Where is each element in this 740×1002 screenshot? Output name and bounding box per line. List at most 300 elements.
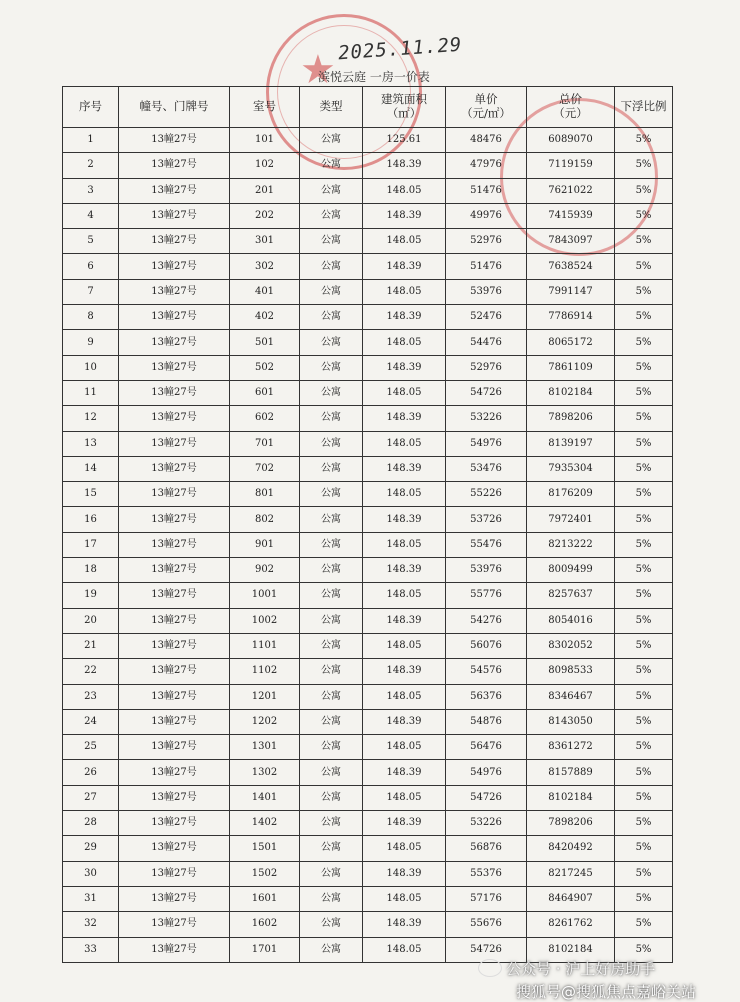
cell-room: 1101 — [230, 633, 300, 658]
cell-unit-price: 48476 — [446, 128, 527, 153]
cell-building: 13幢27号 — [119, 760, 230, 785]
cell-total-price: 6089070 — [527, 128, 615, 153]
cell-type: 公寓 — [300, 760, 363, 785]
cell-discount: 5% — [615, 811, 673, 836]
cell-unit-price: 52976 — [446, 355, 527, 380]
cell-room: 402 — [230, 305, 300, 330]
cell-unit-price: 47976 — [446, 153, 527, 178]
cell-total-price: 7119159 — [527, 153, 615, 178]
table-row — [63, 355, 673, 380]
wechat-icon — [478, 959, 502, 977]
cell-unit-price: 54876 — [446, 709, 527, 734]
cell-building: 13幢27号 — [119, 305, 230, 330]
cell-discount: 5% — [615, 330, 673, 355]
cell-building: 13幢27号 — [119, 203, 230, 228]
cell-total-price: 8464907 — [527, 886, 615, 911]
cell-total-price: 8302052 — [527, 633, 615, 658]
cell-room: 302 — [230, 254, 300, 279]
cell-room: 401 — [230, 279, 300, 304]
cell-index: 11 — [63, 380, 119, 405]
cell-building: 13幢27号 — [119, 482, 230, 507]
cell-unit-price: 53226 — [446, 811, 527, 836]
cell-unit-price: 52976 — [446, 229, 527, 254]
cell-discount: 5% — [615, 305, 673, 330]
cell-unit-price: 53226 — [446, 406, 527, 431]
cell-discount: 5% — [615, 912, 673, 937]
cell-type: 公寓 — [300, 558, 363, 583]
cell-type: 公寓 — [300, 178, 363, 203]
cell-type: 公寓 — [300, 912, 363, 937]
cell-type: 公寓 — [300, 128, 363, 153]
cell-total-price: 7621022 — [527, 178, 615, 203]
cell-area: 148.05 — [363, 937, 446, 962]
cell-area: 148.05 — [363, 735, 446, 760]
cell-total-price: 8143050 — [527, 709, 615, 734]
cell-type: 公寓 — [300, 279, 363, 304]
cell-index: 32 — [63, 912, 119, 937]
cell-index: 15 — [63, 482, 119, 507]
table-row — [63, 456, 673, 481]
cell-index: 17 — [63, 532, 119, 557]
cell-building: 13幢27号 — [119, 380, 230, 405]
cell-index: 3 — [63, 178, 119, 203]
cell-unit-price: 54276 — [446, 608, 527, 633]
cell-unit-price: 52476 — [446, 305, 527, 330]
cell-type: 公寓 — [300, 785, 363, 810]
cell-building: 13幢27号 — [119, 583, 230, 608]
cell-total-price: 8102184 — [527, 937, 615, 962]
cell-index: 8 — [63, 305, 119, 330]
cell-discount: 5% — [615, 203, 673, 228]
cell-type: 公寓 — [300, 229, 363, 254]
table-row — [63, 709, 673, 734]
price-table — [62, 86, 673, 963]
cell-total-price: 7415939 — [527, 203, 615, 228]
cell-total-price: 7861109 — [527, 355, 615, 380]
cell-building: 13幢27号 — [119, 709, 230, 734]
cell-area: 148.39 — [363, 659, 446, 684]
cell-index: 25 — [63, 735, 119, 760]
cell-room: 1102 — [230, 659, 300, 684]
cell-building: 13幢27号 — [119, 735, 230, 760]
cell-unit-price: 54976 — [446, 431, 527, 456]
cell-type: 公寓 — [300, 583, 363, 608]
cell-unit-price: 53976 — [446, 279, 527, 304]
cell-unit-price: 55476 — [446, 532, 527, 557]
cell-index: 2 — [63, 153, 119, 178]
cell-unit-price: 51476 — [446, 254, 527, 279]
cell-discount: 5% — [615, 836, 673, 861]
cell-type: 公寓 — [300, 684, 363, 709]
cell-index: 9 — [63, 330, 119, 355]
cell-unit-price: 54476 — [446, 330, 527, 355]
cell-area: 148.39 — [363, 456, 446, 481]
cell-room: 801 — [230, 482, 300, 507]
cell-total-price: 8420492 — [527, 836, 615, 861]
cell-area: 148.39 — [363, 507, 446, 532]
cell-room: 1402 — [230, 811, 300, 836]
cell-unit-price: 54976 — [446, 760, 527, 785]
table-row — [63, 836, 673, 861]
watermark-line1: 公众号 · 沪上好房助手 — [506, 960, 656, 978]
cell-discount: 5% — [615, 456, 673, 481]
cell-total-price: 8217245 — [527, 861, 615, 886]
cell-building: 13幢27号 — [119, 355, 230, 380]
cell-total-price: 8346467 — [527, 684, 615, 709]
cell-area: 125.61 — [363, 128, 446, 153]
table-row — [63, 330, 673, 355]
cell-type: 公寓 — [300, 203, 363, 228]
cell-unit-price: 54726 — [446, 785, 527, 810]
cell-type: 公寓 — [300, 937, 363, 962]
cell-total-price: 8157889 — [527, 760, 615, 785]
cell-index: 12 — [63, 406, 119, 431]
cell-area: 148.05 — [363, 482, 446, 507]
cell-discount: 5% — [615, 153, 673, 178]
cell-discount: 5% — [615, 254, 673, 279]
cell-index: 23 — [63, 684, 119, 709]
cell-total-price: 8065172 — [527, 330, 615, 355]
cell-total-price: 7898206 — [527, 406, 615, 431]
cell-unit-price: 56876 — [446, 836, 527, 861]
cell-building: 13幢27号 — [119, 633, 230, 658]
cell-discount: 5% — [615, 178, 673, 203]
cell-area: 148.05 — [363, 330, 446, 355]
cell-index: 22 — [63, 659, 119, 684]
cell-discount: 5% — [615, 229, 673, 254]
cell-total-price: 7843097 — [527, 229, 615, 254]
table-row — [63, 153, 673, 178]
cell-unit-price: 56476 — [446, 735, 527, 760]
cell-discount: 5% — [615, 406, 673, 431]
cell-area: 148.05 — [363, 836, 446, 861]
cell-building: 13幢27号 — [119, 659, 230, 684]
cell-unit-price: 53726 — [446, 507, 527, 532]
cell-area: 148.39 — [363, 558, 446, 583]
document-title: 滨悦云庭 一房一价表 — [318, 70, 430, 84]
cell-room: 202 — [230, 203, 300, 228]
cell-unit-price: 55376 — [446, 861, 527, 886]
cell-index: 18 — [63, 558, 119, 583]
cell-total-price: 8054016 — [527, 608, 615, 633]
cell-discount: 5% — [615, 608, 673, 633]
cell-type: 公寓 — [300, 431, 363, 456]
cell-building: 13幢27号 — [119, 532, 230, 557]
cell-discount: 5% — [615, 355, 673, 380]
table-row — [63, 380, 673, 405]
cell-total-price: 8361272 — [527, 735, 615, 760]
cell-area: 148.39 — [363, 811, 446, 836]
cell-total-price: 8261762 — [527, 912, 615, 937]
cell-area: 148.39 — [363, 608, 446, 633]
cell-total-price: 8213222 — [527, 532, 615, 557]
header-area: 建筑面积 （㎡） — [363, 87, 446, 128]
table-row — [63, 406, 673, 431]
cell-area: 148.39 — [363, 203, 446, 228]
header-index: 序号 — [63, 87, 119, 128]
cell-building: 13幢27号 — [119, 406, 230, 431]
cell-type: 公寓 — [300, 406, 363, 431]
cell-building: 13幢27号 — [119, 836, 230, 861]
cell-room: 502 — [230, 355, 300, 380]
cell-index: 1 — [63, 128, 119, 153]
cell-type: 公寓 — [300, 456, 363, 481]
cell-room: 802 — [230, 507, 300, 532]
cell-unit-price: 55226 — [446, 482, 527, 507]
cell-room: 1701 — [230, 937, 300, 962]
cell-total-price: 8098533 — [527, 659, 615, 684]
cell-room: 1501 — [230, 836, 300, 861]
cell-type: 公寓 — [300, 355, 363, 380]
cell-room: 602 — [230, 406, 300, 431]
header-total-price: 总价 （元） — [527, 87, 615, 128]
cell-building: 13幢27号 — [119, 456, 230, 481]
cell-total-price: 7935304 — [527, 456, 615, 481]
cell-room: 1502 — [230, 861, 300, 886]
cell-unit-price: 53476 — [446, 456, 527, 481]
cell-discount: 5% — [615, 279, 673, 304]
table-row — [63, 659, 673, 684]
table-row — [63, 760, 673, 785]
cell-room: 1601 — [230, 886, 300, 911]
cell-index: 20 — [63, 608, 119, 633]
table-row — [63, 735, 673, 760]
cell-area: 148.39 — [363, 355, 446, 380]
cell-total-price: 8009499 — [527, 558, 615, 583]
cell-unit-price: 51476 — [446, 178, 527, 203]
cell-type: 公寓 — [300, 305, 363, 330]
cell-room: 702 — [230, 456, 300, 481]
cell-building: 13幢27号 — [119, 558, 230, 583]
table-header-row — [63, 87, 673, 128]
handwritten-date: 2025.11.29 — [337, 33, 464, 65]
cell-room: 1201 — [230, 684, 300, 709]
cell-area: 148.39 — [363, 305, 446, 330]
cell-building: 13幢27号 — [119, 912, 230, 937]
cell-total-price: 7786914 — [527, 305, 615, 330]
cell-area: 148.05 — [363, 886, 446, 911]
table-row — [63, 558, 673, 583]
table-row — [63, 254, 673, 279]
cell-building: 13幢27号 — [119, 937, 230, 962]
seal-star-icon: ★ — [300, 47, 336, 93]
table-row — [63, 482, 673, 507]
cell-discount: 5% — [615, 659, 673, 684]
cell-area: 148.05 — [363, 583, 446, 608]
cell-index: 31 — [63, 886, 119, 911]
cell-room: 902 — [230, 558, 300, 583]
cell-building: 13幢27号 — [119, 811, 230, 836]
cell-area: 148.05 — [363, 229, 446, 254]
cell-unit-price: 55676 — [446, 912, 527, 937]
cell-index: 4 — [63, 203, 119, 228]
cell-type: 公寓 — [300, 380, 363, 405]
cell-area: 148.05 — [363, 380, 446, 405]
cell-index: 21 — [63, 633, 119, 658]
cell-total-price: 7638524 — [527, 254, 615, 279]
table-row — [63, 178, 673, 203]
cell-building: 13幢27号 — [119, 684, 230, 709]
cell-building: 13幢27号 — [119, 330, 230, 355]
cell-area: 148.39 — [363, 912, 446, 937]
cell-type: 公寓 — [300, 709, 363, 734]
cell-type: 公寓 — [300, 735, 363, 760]
cell-area: 148.39 — [363, 254, 446, 279]
cell-room: 201 — [230, 178, 300, 203]
cell-unit-price: 53976 — [446, 558, 527, 583]
cell-area: 148.05 — [363, 785, 446, 810]
cell-discount: 5% — [615, 709, 673, 734]
cell-building: 13幢27号 — [119, 279, 230, 304]
cell-type: 公寓 — [300, 886, 363, 911]
cell-discount: 5% — [615, 633, 673, 658]
table-row — [63, 633, 673, 658]
cell-discount: 5% — [615, 558, 673, 583]
cell-total-price: 8102184 — [527, 380, 615, 405]
cell-index: 26 — [63, 760, 119, 785]
table-row — [63, 861, 673, 886]
cell-building: 13幢27号 — [119, 886, 230, 911]
cell-index: 6 — [63, 254, 119, 279]
table-row — [63, 128, 673, 153]
cell-area: 148.05 — [363, 431, 446, 456]
cell-building: 13幢27号 — [119, 785, 230, 810]
header-type: 类型 — [300, 87, 363, 128]
cell-total-price: 8257637 — [527, 583, 615, 608]
table-row — [63, 305, 673, 330]
cell-discount: 5% — [615, 380, 673, 405]
table-row — [63, 912, 673, 937]
cell-type: 公寓 — [300, 836, 363, 861]
cell-discount: 5% — [615, 760, 673, 785]
table-row — [63, 279, 673, 304]
cell-discount: 5% — [615, 735, 673, 760]
cell-index: 16 — [63, 507, 119, 532]
cell-total-price: 7991147 — [527, 279, 615, 304]
cell-area: 148.05 — [363, 684, 446, 709]
cell-room: 1202 — [230, 709, 300, 734]
cell-unit-price: 57176 — [446, 886, 527, 911]
cell-building: 13幢27号 — [119, 153, 230, 178]
cell-index: 33 — [63, 937, 119, 962]
cell-unit-price: 56376 — [446, 684, 527, 709]
cell-index: 7 — [63, 279, 119, 304]
cell-discount: 5% — [615, 937, 673, 962]
cell-area: 148.05 — [363, 178, 446, 203]
cell-area: 148.39 — [363, 406, 446, 431]
cell-index: 13 — [63, 431, 119, 456]
cell-type: 公寓 — [300, 861, 363, 886]
cell-area: 148.05 — [363, 279, 446, 304]
cell-unit-price: 54576 — [446, 659, 527, 684]
table-row — [63, 203, 673, 228]
cell-index: 19 — [63, 583, 119, 608]
cell-discount: 5% — [615, 583, 673, 608]
cell-discount: 5% — [615, 532, 673, 557]
watermark-line2: 搜狐号@搜狐焦点嘉峪关站 — [516, 983, 697, 1001]
header-unit-price: 单价 （元/㎡） — [446, 87, 527, 128]
cell-room: 501 — [230, 330, 300, 355]
table-row — [63, 532, 673, 557]
cell-unit-price: 54726 — [446, 937, 527, 962]
header-discount: 下浮比例 — [615, 87, 673, 128]
cell-index: 10 — [63, 355, 119, 380]
cell-room: 1401 — [230, 785, 300, 810]
cell-building: 13幢27号 — [119, 431, 230, 456]
cell-discount: 5% — [615, 128, 673, 153]
cell-total-price: 7898206 — [527, 811, 615, 836]
cell-building: 13幢27号 — [119, 254, 230, 279]
cell-area: 148.39 — [363, 861, 446, 886]
cell-building: 13幢27号 — [119, 128, 230, 153]
cell-building: 13幢27号 — [119, 507, 230, 532]
cell-index: 14 — [63, 456, 119, 481]
cell-index: 30 — [63, 861, 119, 886]
cell-index: 27 — [63, 785, 119, 810]
cell-discount: 5% — [615, 861, 673, 886]
cell-total-price: 8139197 — [527, 431, 615, 456]
cell-total-price: 8102184 — [527, 785, 615, 810]
cell-room: 301 — [230, 229, 300, 254]
cell-unit-price: 55776 — [446, 583, 527, 608]
cell-type: 公寓 — [300, 608, 363, 633]
cell-room: 101 — [230, 128, 300, 153]
cell-index: 28 — [63, 811, 119, 836]
table-row — [63, 431, 673, 456]
cell-type: 公寓 — [300, 482, 363, 507]
cell-room: 1002 — [230, 608, 300, 633]
cell-discount: 5% — [615, 482, 673, 507]
cell-unit-price: 49976 — [446, 203, 527, 228]
table-row — [63, 583, 673, 608]
cell-discount: 5% — [615, 785, 673, 810]
cell-area: 148.39 — [363, 153, 446, 178]
cell-discount: 5% — [615, 886, 673, 911]
cell-building: 13幢27号 — [119, 608, 230, 633]
cell-room: 601 — [230, 380, 300, 405]
cell-index: 29 — [63, 836, 119, 861]
cell-total-price: 8176209 — [527, 482, 615, 507]
cell-type: 公寓 — [300, 254, 363, 279]
cell-room: 1602 — [230, 912, 300, 937]
table-row — [63, 507, 673, 532]
cell-room: 102 — [230, 153, 300, 178]
cell-area: 148.05 — [363, 633, 446, 658]
cell-room: 1301 — [230, 735, 300, 760]
cell-type: 公寓 — [300, 507, 363, 532]
cell-room: 1302 — [230, 760, 300, 785]
watermark — [478, 958, 696, 1002]
cell-unit-price: 56076 — [446, 633, 527, 658]
table-row — [63, 886, 673, 911]
cell-discount: 5% — [615, 431, 673, 456]
cell-index: 24 — [63, 709, 119, 734]
table-row — [63, 229, 673, 254]
cell-room: 701 — [230, 431, 300, 456]
table-row — [63, 811, 673, 836]
cell-index: 5 — [63, 229, 119, 254]
table-row — [63, 684, 673, 709]
cell-discount: 5% — [615, 507, 673, 532]
cell-discount: 5% — [615, 684, 673, 709]
table-row — [63, 608, 673, 633]
header-room: 室号 — [230, 87, 300, 128]
cell-room: 901 — [230, 532, 300, 557]
cell-type: 公寓 — [300, 811, 363, 836]
header-building: 幢号、门牌号 — [119, 87, 230, 128]
cell-room: 1001 — [230, 583, 300, 608]
cell-building: 13幢27号 — [119, 861, 230, 886]
